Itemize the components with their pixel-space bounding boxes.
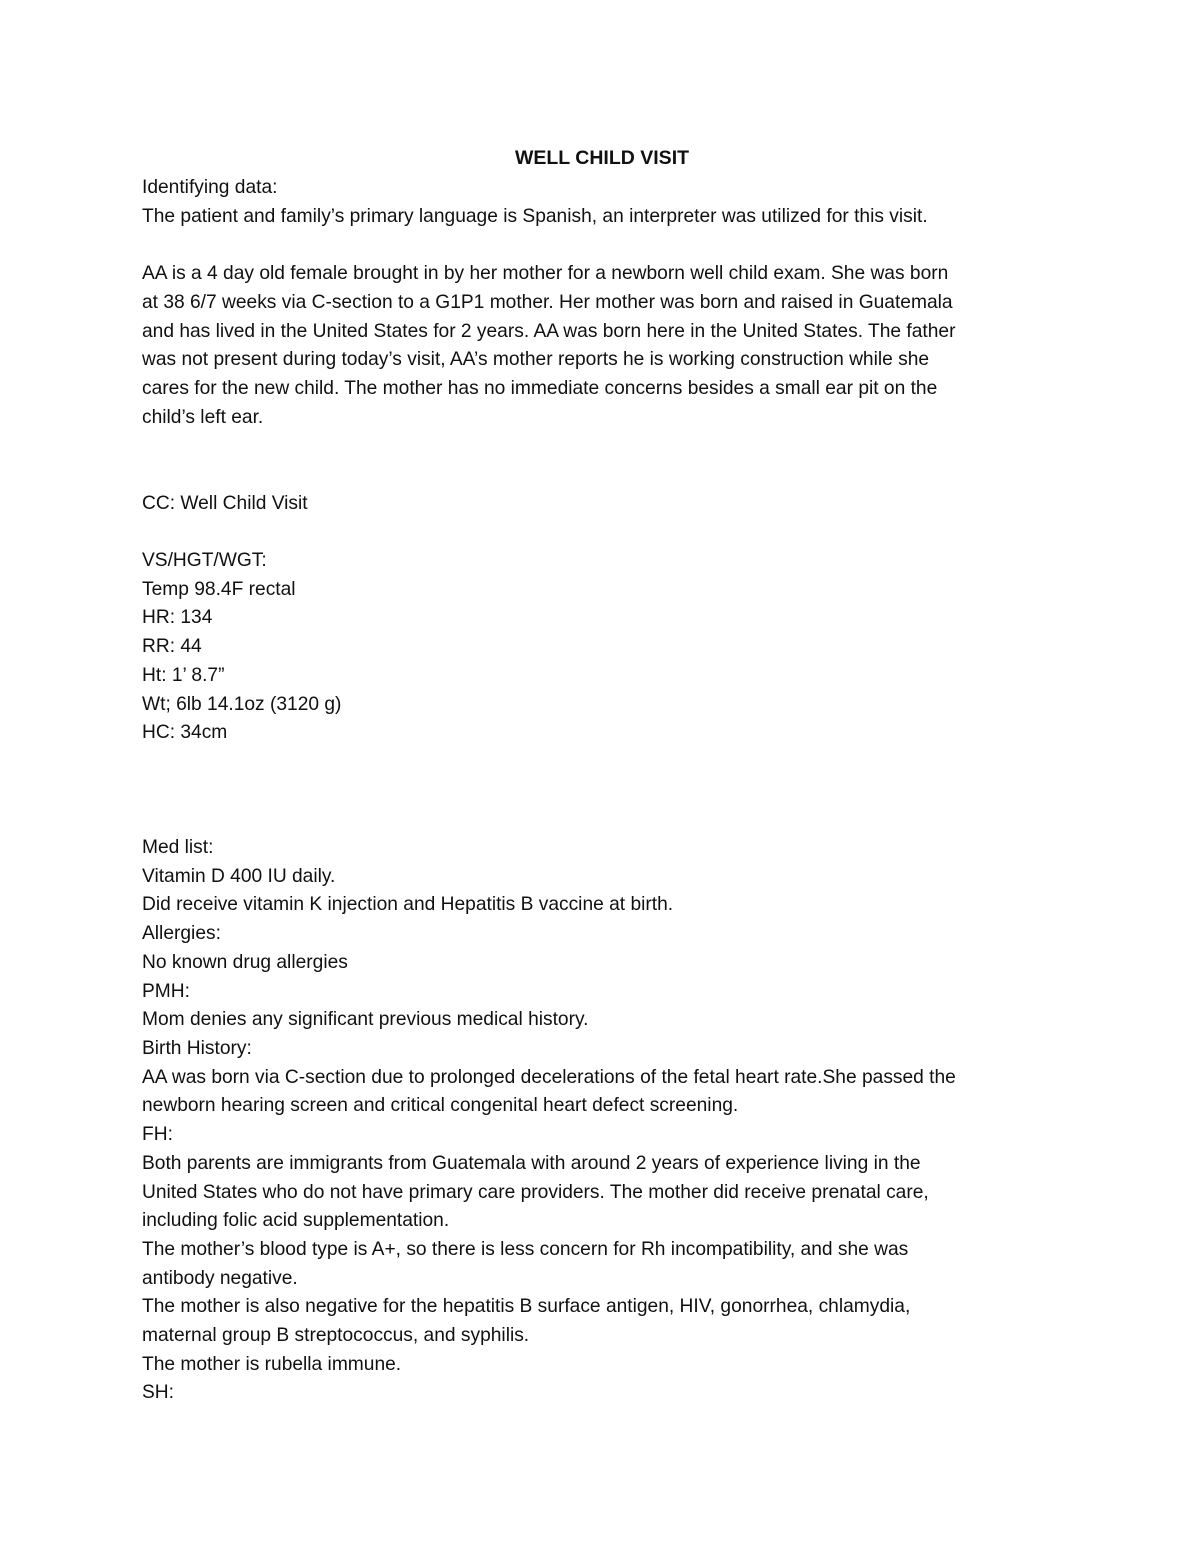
- chief-complaint: CC: Well Child Visit: [142, 492, 308, 514]
- fh-line: The mother’s blood type is A+, so there is less concern for Rh incompatibility, and she was: [142, 1238, 909, 1260]
- fh-line: Both parents are immigrants from Guatemala with around 2 years of experience living in the: [142, 1152, 921, 1174]
- vital-height: Ht: 1’ 8.7”: [142, 664, 225, 686]
- med-item: Did receive vitamin K injection and Hepatitis B vaccine at birth.: [142, 894, 674, 916]
- identifying-data-heading: Identifying data:: [142, 177, 278, 198]
- fh-line: antibody negative.: [142, 1267, 298, 1289]
- birth-history-line: AA was born via C-section due to prolonged decelerations of the fetal heart rate.She passed the: [142, 1066, 956, 1088]
- birth-history-line: newborn hearing screen and critical congenital heart defect screening.: [142, 1095, 739, 1117]
- narrative-line: at 38 6/7 weeks via C-section to a G1P1 mother. Her mother was born and raised in Guatemala: [142, 291, 953, 313]
- pmh-text: Mom denies any significant previous medical history.: [142, 1009, 589, 1031]
- vital-head-circumference: HC: 34cm: [142, 722, 228, 744]
- fh-line: The mother is rubella immune.: [142, 1353, 402, 1375]
- vital-temp: Temp 98.4F rectal: [142, 578, 296, 600]
- narrative-line: and has lived in the United States for 2 years. AA was born here in the United States. The father: [142, 320, 956, 342]
- narrative-line: child’s left ear.: [142, 406, 264, 428]
- vital-weight: Wt; 6lb 14.1oz (3120 g): [142, 693, 342, 715]
- vital-rr: RR: 44: [142, 636, 202, 658]
- spacer: [142, 748, 1062, 777]
- med-item: Vitamin D 400 IU daily.: [142, 865, 336, 887]
- pmh-heading: PMH:: [142, 980, 190, 1002]
- allergies-heading: Allergies:: [142, 923, 221, 945]
- fh-line: United States who do not have primary care providers. The mother did receive prenatal care,: [142, 1181, 929, 1203]
- narrative-line: was not present during today’s visit, AA’s mother reports he is working construction while she: [142, 349, 930, 371]
- document-title: WELL CHILD VISIT: [514, 147, 690, 169]
- vital-hr: HR: 134: [142, 607, 213, 629]
- spacer: [142, 805, 1062, 834]
- narrative-line: AA is a 4 day old female brought in by her mother for a newborn well child exam. She was born: [142, 263, 949, 285]
- spacer: [142, 432, 1062, 461]
- allergies-text: No known drug allergies: [142, 951, 348, 973]
- birth-history-heading: Birth History:: [142, 1037, 252, 1059]
- language-note: The patient and family’s primary language is Spanish, an interpreter was utilized for this visit.: [142, 205, 928, 227]
- spacer: [142, 518, 1062, 547]
- spacer: [142, 231, 1062, 260]
- sh-heading: SH:: [142, 1382, 174, 1404]
- spacer: [142, 777, 1062, 806]
- vitals-heading: VS/HGT/WGT:: [142, 550, 267, 572]
- fh-line: including folic acid supplementation.: [142, 1210, 450, 1232]
- fh-line: maternal group B streptococcus, and syphilis.: [142, 1325, 530, 1347]
- spacer: [142, 461, 1062, 490]
- fh-line: The mother is also negative for the hepatitis B surface antigen, HIV, gonorrhea, chlamydia,: [142, 1296, 911, 1318]
- document-body: [142, 140, 1062, 1408]
- fh-heading: FH:: [142, 1124, 173, 1146]
- narrative-line: cares for the new child. The mother has no immediate concerns besides a small ear pit on the: [142, 377, 938, 399]
- med-list-heading: Med list:: [142, 837, 214, 859]
